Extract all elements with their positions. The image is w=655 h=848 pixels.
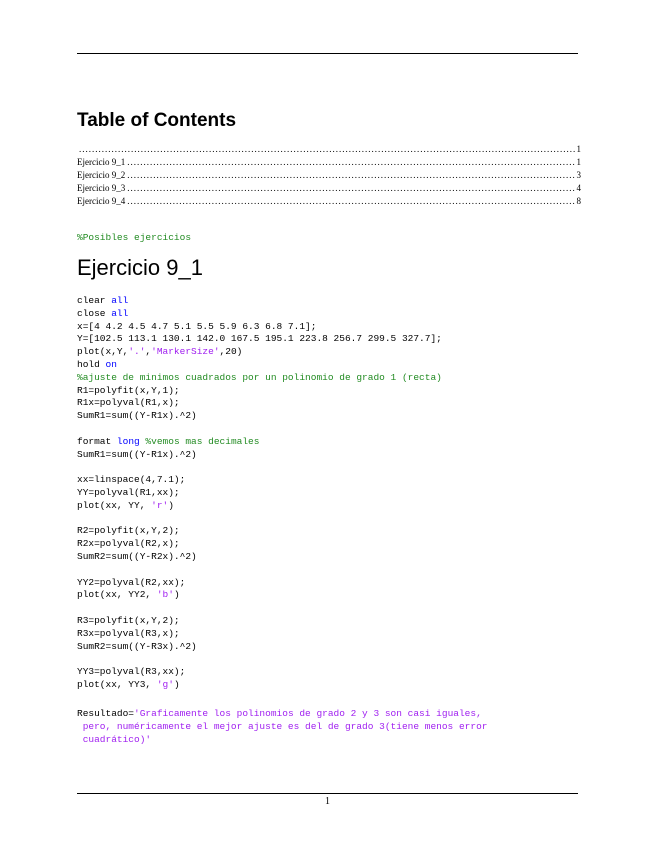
code-string: 'b'	[156, 589, 174, 601]
code-keyword: all	[111, 295, 129, 306]
toc-entry[interactable]	[77, 143, 581, 156]
code-line	[77, 385, 180, 396]
code-text: ,20)	[219, 346, 243, 358]
code-line	[77, 551, 197, 562]
code-line	[77, 295, 128, 306]
code-line	[77, 397, 180, 408]
code-text: plot(x,Y,	[77, 346, 129, 358]
header-rule	[77, 53, 578, 54]
toc-entry[interactable]	[77, 169, 581, 182]
code-text: )	[168, 499, 174, 511]
toc-entry[interactable]	[77, 195, 581, 208]
code-line	[77, 372, 442, 383]
code-line	[77, 474, 185, 485]
code-line	[77, 628, 180, 639]
toc-leader	[79, 143, 575, 156]
code-text: YY3=polyval(R3,xx);	[77, 666, 186, 678]
toc-entry-label: Ejercicio 9_1	[77, 157, 126, 167]
code-text: )	[173, 678, 180, 690]
toc-entry-page: 3	[576, 170, 581, 180]
code-text: format	[77, 435, 117, 447]
toc-entry-page: 4	[576, 183, 581, 193]
code-line	[77, 679, 180, 690]
code-line	[77, 308, 128, 319]
code-string: '.'	[128, 346, 146, 358]
code-line	[77, 500, 174, 511]
code-text: )	[173, 589, 180, 601]
toc-leader	[127, 169, 574, 182]
code-text: R3=polyfit(x,Y,2);	[77, 614, 180, 626]
code-text: SumR1=sum((Y-R1x).^2)	[77, 448, 197, 460]
code-line	[77, 487, 180, 498]
intro-comment: %Posibles ejercicios	[77, 232, 192, 243]
code-line	[77, 436, 259, 447]
code-text: R1x=polyval(R1,x);	[77, 397, 180, 409]
toc-entry[interactable]	[77, 182, 581, 195]
code-text: ,	[145, 346, 152, 358]
result-string-line: 'Graficamente los polinomios de grado 2 y 3 son casi iguales,	[134, 708, 482, 719]
code-line	[77, 525, 180, 536]
code-comment: %vemos mas decimales	[139, 435, 260, 447]
page-number: 1	[325, 796, 330, 807]
toc-entry-page: 1	[576, 144, 581, 154]
result-string-line: cuadrático)'	[77, 733, 152, 745]
code-text: R2x=polyval(R2,x);	[77, 538, 180, 550]
result-string-line: pero, numéricamente el mejor ajuste es del de grado 3(tiene menos error	[77, 720, 488, 732]
toc-leader	[127, 195, 574, 208]
code-string: 'MarkerSize'	[151, 346, 220, 358]
toc-entry-label: Ejercicio 9_4	[77, 196, 126, 206]
code-line	[77, 641, 197, 652]
result-block	[77, 708, 487, 746]
code-text: Y=[102.5 113.1 130.1 142.0 167.5 195.1 223.8 256.7 299.5 327.7];	[77, 333, 442, 345]
code-text: R3x=polyval(R3,x);	[77, 627, 180, 639]
code-line	[77, 346, 242, 357]
toc-leader	[127, 156, 574, 169]
toc-entry[interactable]	[77, 156, 581, 169]
section-title: Ejercicio 9_1	[77, 255, 203, 280]
code-text: plot(xx, YY3,	[77, 678, 157, 690]
code-text: R2=polyfit(x,Y,2);	[77, 525, 180, 537]
code-line	[77, 589, 180, 600]
code-text: plot(xx, YY2,	[77, 589, 157, 601]
toc-entry-label: Ejercicio 9_3	[77, 183, 126, 193]
code-text: hold	[77, 358, 106, 370]
code-text: YY2=polyval(R2,xx);	[77, 576, 186, 588]
code-line	[77, 321, 316, 332]
code-text: SumR2=sum((Y-R2x).^2)	[77, 550, 197, 562]
code-text: xx=linspace(4,7.1);	[77, 474, 186, 486]
code-comment: %ajuste de minimos cuadrados por un polinomio de grado 1 (recta)	[77, 371, 442, 383]
code-text: YY=polyval(R1,xx);	[77, 486, 180, 498]
footer-rule	[77, 793, 578, 794]
toc-entry-page: 8	[576, 196, 581, 206]
code-text: R1=polyfit(x,Y,1);	[77, 384, 180, 396]
code-text: SumR2=sum((Y-R3x).^2)	[77, 640, 197, 652]
code-string: 'r'	[151, 499, 169, 511]
code-line	[77, 333, 442, 344]
toc-title: Table of Contents	[77, 110, 237, 131]
code-text: x=[4 4.2 4.5 4.7 5.1 5.5 5.9 6.3 6.8 7.1];	[77, 320, 317, 332]
result-prefix: Resultado=	[77, 708, 135, 719]
code-keyword: on	[105, 358, 117, 370]
toc-entry-label: Ejercicio 9_2	[77, 170, 126, 180]
table-of-contents	[77, 143, 581, 208]
code-text: SumR1=sum((Y-R1x).^2)	[77, 410, 197, 422]
code-line	[77, 449, 197, 460]
toc-leader	[127, 182, 574, 195]
code-text: clear	[77, 295, 112, 306]
code-line	[77, 666, 185, 677]
code-line	[77, 615, 180, 626]
code-keyword: long	[116, 435, 140, 447]
code-keyword: all	[111, 307, 129, 319]
code-line	[77, 577, 185, 588]
code-line	[77, 538, 180, 549]
toc-entry-page: 1	[576, 157, 581, 167]
code-string: 'g'	[156, 678, 174, 690]
code-block	[77, 295, 442, 692]
code-text: close	[77, 307, 112, 319]
code-text: plot(xx, YY,	[77, 499, 152, 511]
code-line	[77, 359, 117, 370]
code-line	[77, 410, 197, 421]
